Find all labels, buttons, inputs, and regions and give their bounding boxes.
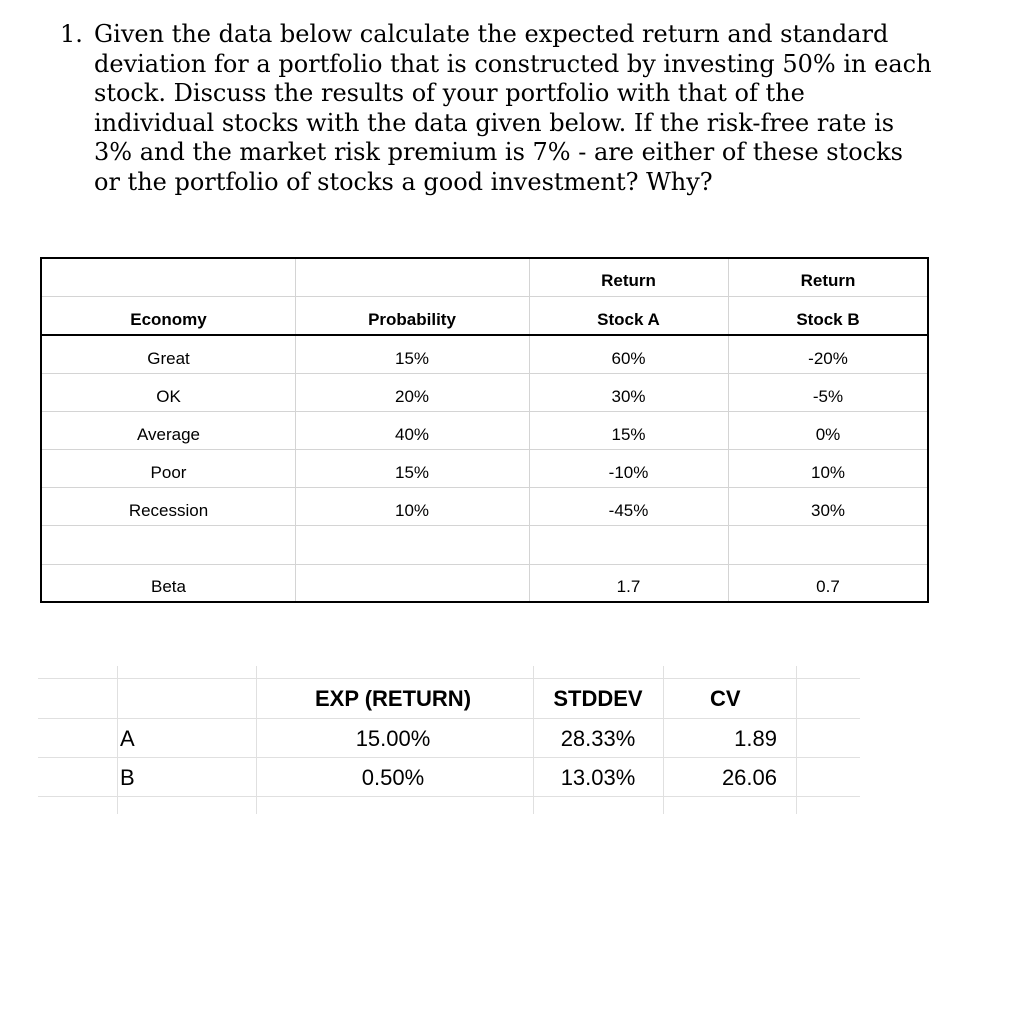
cell-stock-a: 60% [611,349,646,368]
grid-line [256,666,257,814]
row-label: A [120,726,135,751]
grid-line [117,666,118,814]
cell-stock-b: 10% [810,463,846,482]
row-label: B [120,765,135,790]
header-return-a: Return [601,271,656,290]
header-stock-b: Stock B [796,310,860,329]
cell-economy: Poor [150,463,187,482]
grid-line [42,487,927,488]
cell-beta-a: 1.7 [616,577,641,596]
question-line: Given the data below calculate the expected return and standard [94,20,889,48]
question-line: or the portfolio of stocks a good investment? Why? [94,167,713,196]
cell-probability: 40% [394,425,430,444]
header-economy: Economy [130,310,207,329]
cell-beta-b: 0.7 [816,577,840,596]
cell-beta-probability [295,576,529,598]
question-line: 3% and the market risk premium is 7% - are either of these stocks [94,138,903,167]
question-line: individual stocks with the data given below. If the risk-free rate is [94,108,895,137]
grid-line [42,411,927,412]
cell-economy: Great [147,349,190,368]
grid-line [42,449,927,450]
grid-line [38,678,860,679]
cell-cv: 26.06 [721,765,777,790]
cell-stock-a: 15% [611,425,646,444]
question-line: deviation for a portfolio that is constructed by investing 50% in each [94,49,932,78]
cell-probability: 15% [394,463,430,482]
cell-probability: 15% [394,349,430,368]
cell-stock-b: -5% [812,387,844,406]
cell-stddev: 28.33% [560,726,636,751]
cell-probability: 10% [394,501,430,520]
cell-economy: OK [156,387,181,406]
question-line: stock. Discuss the results of your portfolio with that of the [94,79,805,108]
header-exp-return: EXP (RETURN) [314,686,472,711]
grid-line [38,757,860,758]
cell-stock-b: 30% [810,501,846,520]
cell-cv: 1.89 [734,726,777,751]
cell-economy: Recession [128,501,209,520]
header-stock-a: Stock A [597,310,660,329]
question-number: 1. [60,20,83,48]
scenario-table [40,257,929,603]
grid-line [42,296,927,297]
grid-line [796,666,797,814]
cell-probability: 20% [394,387,430,406]
question-text [94,20,1000,198]
grid-line [42,525,927,526]
cell-economy: Average [136,425,200,444]
cell-stddev: 13.03% [560,765,636,790]
cell-stock-b: -20% [808,349,848,368]
grid-line [38,718,860,719]
cell-exp-return: 15.00% [355,726,431,751]
header-divider [42,334,927,336]
grid-line [42,564,927,565]
grid-line [38,796,860,797]
cell-stock-a: -10% [608,463,649,482]
grid-line [42,373,927,374]
header-cv: CV [710,686,741,711]
question-full-text [0,0,1,1]
header-return-b: Return [800,271,856,290]
cell-beta-label: Beta [151,577,186,596]
header-stddev: STDDEV [553,686,643,711]
header-probability: Probability [368,310,456,329]
cell-exp-return: 0.50% [361,765,425,790]
question [60,20,1000,198]
results-table [38,666,860,816]
cell-stock-a: 30% [611,387,646,406]
cell-stock-b: 0% [815,425,841,444]
cell-stock-a: -45% [608,501,649,520]
grid-line [663,666,664,814]
